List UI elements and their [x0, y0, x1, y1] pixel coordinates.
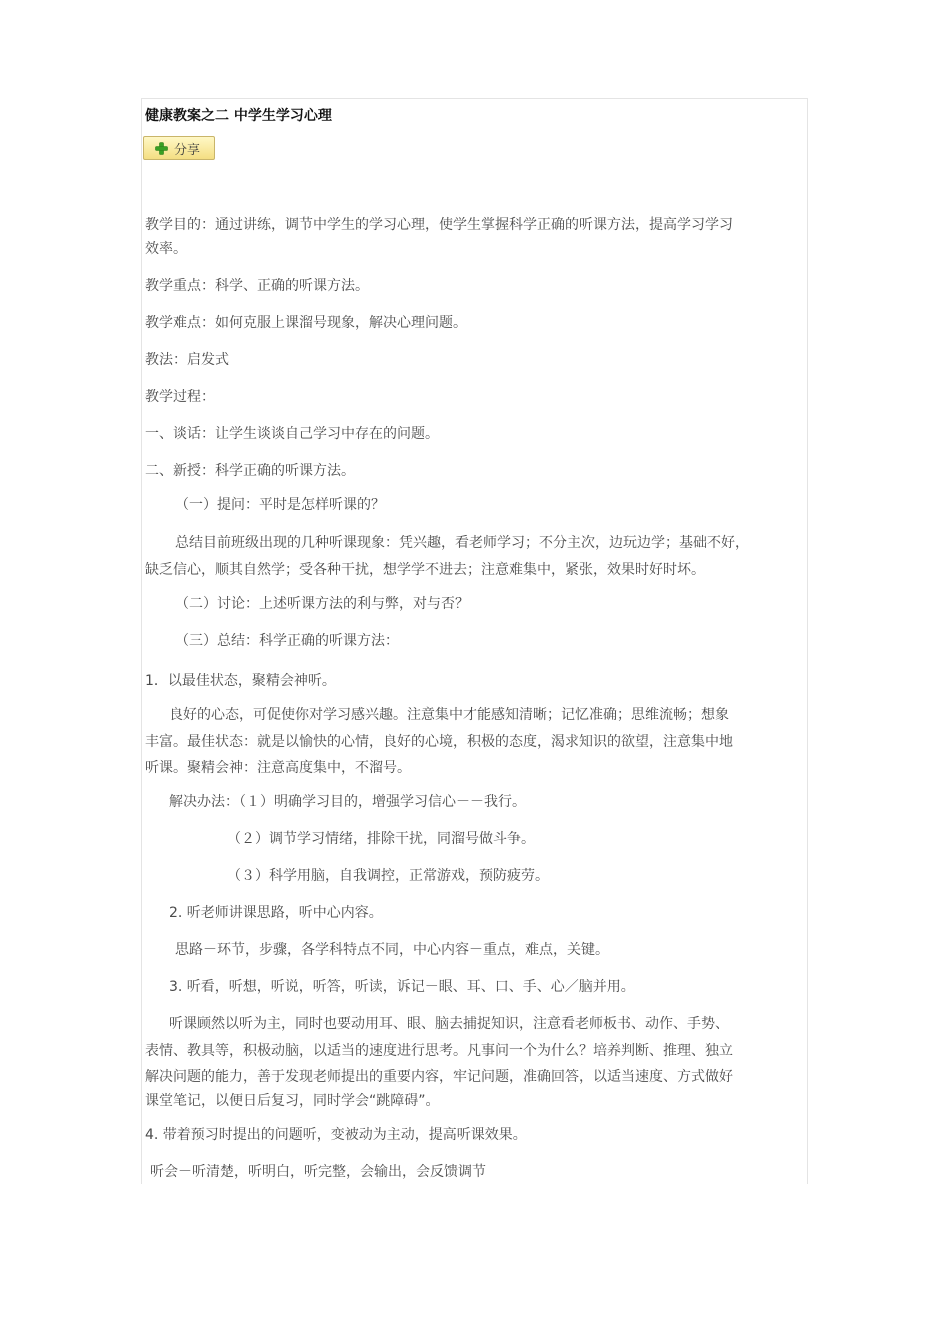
- paragraph-line: （三）总结：科学正确的听课方法：: [175, 633, 399, 649]
- paragraph-line: 效率。: [145, 241, 187, 257]
- share-button[interactable]: [143, 136, 215, 160]
- paragraph-line: 思路－环节，步骤，各学科特点不同，中心内容－重点，难点，关键。: [175, 942, 609, 958]
- paragraph-line: 2. 听老师讲课思路，听中心内容。: [169, 905, 383, 921]
- paragraph-line: 教学重点：科学、正确的听课方法。: [145, 278, 369, 294]
- article-container: [141, 98, 808, 1184]
- paragraph-line: 解决办法：（１）明确学习目的，增强学习信心－－我行。: [169, 794, 526, 810]
- paragraph-line: 4. 带着预习时提出的问题听，变被动为主动，提高听课效果。: [145, 1127, 527, 1143]
- paragraph-line: 教学难点：如何克服上课溜号现象，解决心理问题。: [145, 315, 467, 331]
- paragraph-line: 二、新授：科学正确的听课方法。: [145, 463, 355, 479]
- paragraph-line: 3. 听看，听想，听说，听答，听读，诉记－眼、耳、口、手、心／脑并用。: [169, 979, 635, 995]
- paragraph-line: （一）提问：平时是怎样听课的？: [175, 497, 385, 513]
- paragraph-line: 丰富。最佳状态：就是以愉快的心情，良好的心境，积极的态度，渴求知识的欲望，注意集中地: [145, 734, 733, 750]
- plus-icon: [155, 142, 168, 155]
- paragraph-line: （２）调节学习情绪，排除干扰，同溜号做斗争。: [227, 831, 535, 847]
- paragraph-line: 教学过程：: [145, 389, 215, 405]
- article-title: 健康教案之二 中学生学习心理: [145, 108, 332, 124]
- paragraph-line: 缺乏信心，顺其自然学；受各种干扰，想学学不进去；注意难集中，紧张，效果时好时坏。: [145, 562, 705, 578]
- paragraph-line: 1．以最佳状态，聚精会神听。: [145, 673, 336, 689]
- paragraph-line: 总结目前班级出现的几种听课现象：凭兴趣，看老师学习；不分主次，边玩边学；基础不好，: [175, 535, 749, 551]
- paragraph-line: 课堂笔记，以便日后复习，同时学会“跳障碍”。: [145, 1093, 440, 1109]
- paragraph-line: 教法：启发式: [145, 352, 229, 368]
- paragraph-line: 良好的心态，可促使你对学习感兴趣。注意集中才能感知清晰；记忆准确；思维流畅；想象: [169, 707, 729, 723]
- paragraph-line: （二）讨论：上述听课方法的利与弊，对与否？: [175, 596, 469, 612]
- paragraph-line: 解决问题的能力，善于发现老师提出的重要内容，牢记问题，准确回答，以适当速度、方式做好: [145, 1069, 733, 1085]
- paragraph-line: 听会－听清楚，听明白，听完整，会输出，会反馈调节: [150, 1164, 486, 1180]
- paragraph-line: 听课。聚精会神：注意高度集中，不溜号。: [145, 760, 411, 776]
- paragraph-line: （３）科学用脑，自我调控，正常游戏，预防疲劳。: [227, 868, 549, 884]
- paragraph-line: 听课顾然以听为主，同时也要动用耳、眼、脑去捕捉知识，注意看老师板书、动作、手势、: [169, 1016, 729, 1032]
- share-label: 分享: [174, 142, 201, 158]
- paragraph-line: 一、谈话：让学生谈谈自己学习中存在的问题。: [145, 426, 439, 442]
- paragraph-line: 教学目的：通过讲练，调节中学生的学习心理，使学生掌握科学正确的听课方法，提高学习学习: [145, 217, 733, 233]
- paragraph-line: 表情、教具等，积极动脑，以适当的速度进行思考。凡事问一个为什么？培养判断、推理、独立: [145, 1043, 733, 1059]
